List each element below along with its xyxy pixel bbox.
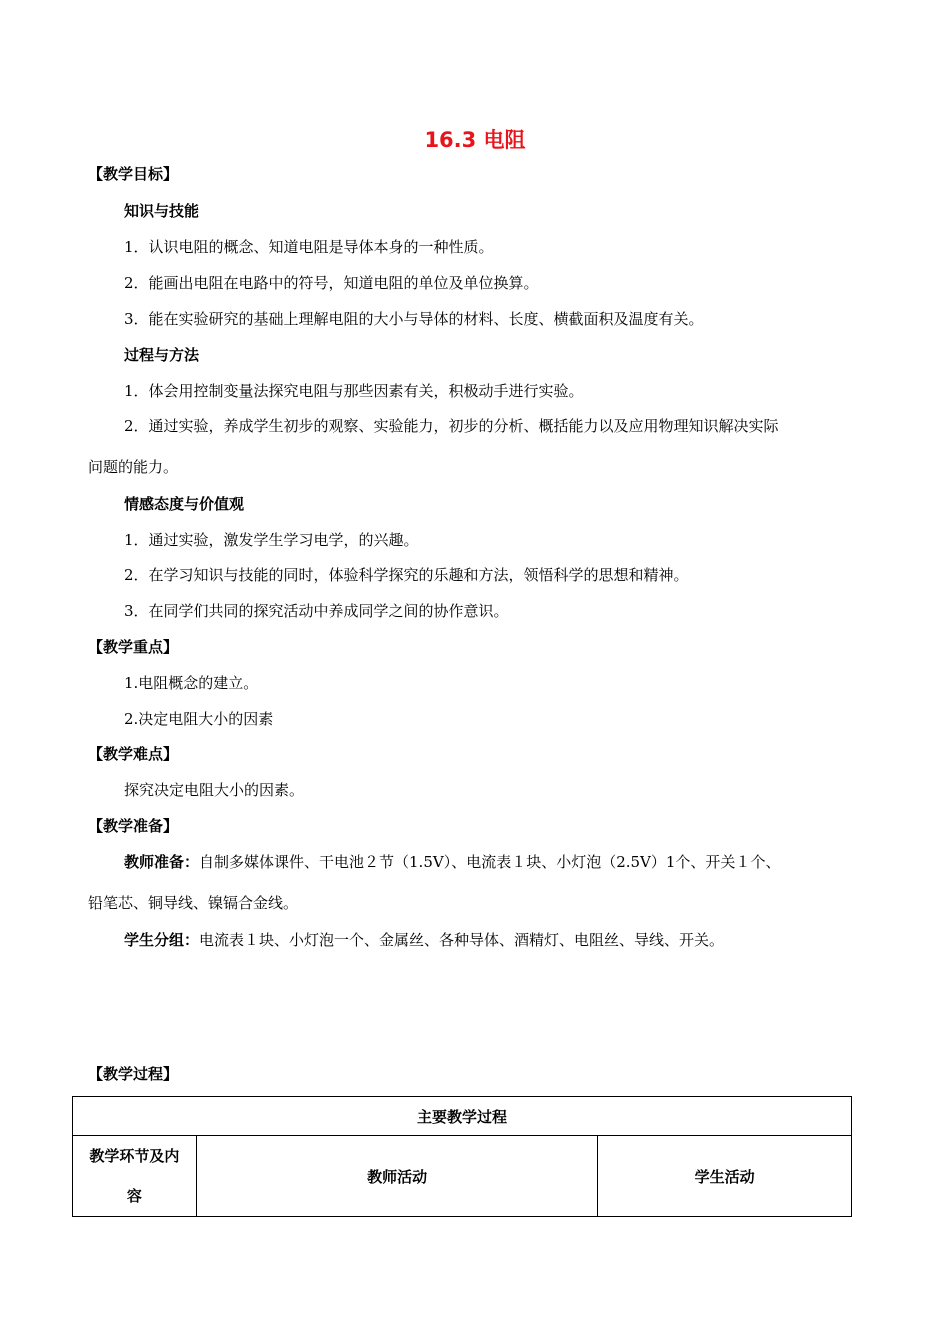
section-heading-difficulties: 【教学难点】 xyxy=(88,745,179,763)
section-heading-process: 【教学过程】 xyxy=(88,1065,179,1083)
column-header-teacher-activity: 教师活动 xyxy=(196,1136,597,1217)
student-preparation-text: 电流表１块、小灯泡一个、金属丝、各种导体、酒精灯、电阻丝、导线、开关。 xyxy=(199,931,725,949)
knowledge-item-2: 2．能画出电阻在电路中的符号，知道电阻的单位及单位换算。 xyxy=(124,274,539,292)
process-item-2-line2: 问题的能力。 xyxy=(88,458,179,476)
emotion-item-2: 2．在学习知识与技能的同时，体验科学探究的乐趣和方法，领悟科学的思想和精神。 xyxy=(124,566,689,584)
table-header-main-process: 主要教学过程 xyxy=(73,1097,852,1136)
column-header-student-activity: 学生活动 xyxy=(598,1136,852,1217)
section-heading-objectives: 【教学目标】 xyxy=(88,165,179,183)
teaching-process-table xyxy=(72,1096,852,1217)
column-header-stage-line2: 容 xyxy=(126,1187,142,1205)
section-heading-preparation: 【教学准备】 xyxy=(88,817,179,835)
student-preparation-label: 学生分组： xyxy=(124,931,200,949)
emotion-item-1: 1．通过实验，激发学生学习电学，的兴趣。 xyxy=(124,531,419,549)
knowledge-item-3: 3．能在实验研究的基础上理解电阻的大小与导体的材料、长度、横截面积及温度有关。 xyxy=(124,310,704,328)
teacher-preparation-line1 xyxy=(124,851,780,872)
teacher-preparation-line2: 铅笔芯、铜导线、镍镉合金线。 xyxy=(88,894,299,912)
process-item-1: 1．体会用控制变量法探究电阻与那些因素有关，积极动手进行实验。 xyxy=(124,382,584,400)
column-header-stage xyxy=(73,1136,197,1217)
knowledge-item-1: 1．认识电阻的概念、知道电阻是导体本身的一种性质。 xyxy=(124,238,494,256)
column-header-stage-line1: 教学环节及内 xyxy=(89,1147,180,1165)
teacher-preparation-text: 自制多媒体课件、干电池２节（1.5V）、电流表１块、小灯泡（2.5V）1个、开关１个、 xyxy=(199,853,781,871)
emotion-item-3: 3．在同学们共同的探究活动中养成同学之间的协作意识。 xyxy=(124,602,509,620)
section-heading-key-points: 【教学重点】 xyxy=(88,638,179,656)
subheading-emotion-values: 情感态度与价值观 xyxy=(124,495,245,513)
process-item-2-line1: 2．通过实验，养成学生初步的观察、实验能力，初步的分析、概括能力以及应用物理知识解决实际 xyxy=(124,417,779,435)
teacher-preparation-label: 教师准备： xyxy=(124,853,200,871)
student-preparation-line xyxy=(124,929,724,950)
key-point-1: 1.电阻概念的建立。 xyxy=(124,674,259,692)
subheading-process-methods: 过程与方法 xyxy=(124,346,200,364)
subheading-knowledge-skills: 知识与技能 xyxy=(124,202,200,220)
difficulty-text: 探究决定电阻大小的因素。 xyxy=(124,781,305,799)
page-title: 16.3 电阻 xyxy=(424,128,526,152)
key-point-2: 2.决定电阻大小的因素 xyxy=(124,710,274,728)
